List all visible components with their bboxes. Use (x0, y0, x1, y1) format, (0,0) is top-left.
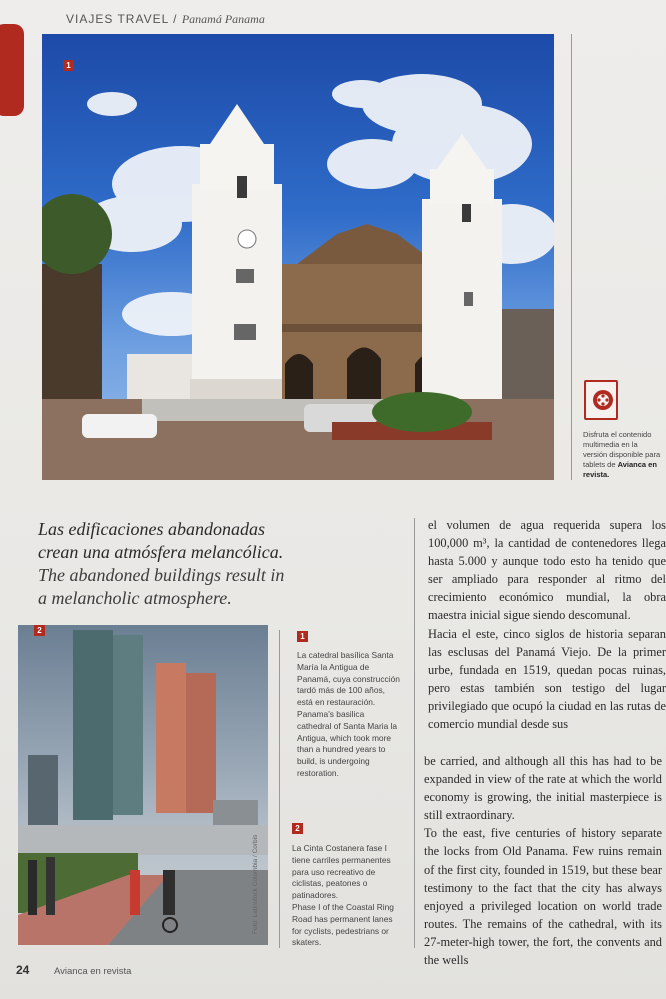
section-title: VIAJES TRAVEL / (66, 12, 182, 26)
caption-1-en: Panama's basilica cathedral of Santa Maria la Antigua, which took more than a hundred years to build, is undergoing restoration. (297, 708, 398, 778)
multimedia-icon (584, 380, 618, 420)
caption-2-es: La Cinta Costanera fase I tiene carriles permanentes para uso recreativo de ciclistas, peatones o patinadores. (292, 843, 391, 901)
magazine-name: Avianca en revista (54, 966, 132, 977)
section-subtitle: Panamá Panama (181, 12, 265, 26)
caption-1 (297, 650, 401, 780)
photo-marker-1: 1 (63, 60, 74, 71)
pull-quote-es-2: crean una atmósfera melancólica. (38, 542, 284, 562)
pull-quote (38, 518, 368, 610)
pull-quote-en-2: a melancholic atmosphere. (38, 588, 232, 608)
caption-rule (279, 630, 280, 948)
cathedral-photo (42, 34, 554, 480)
column-rule-right (414, 518, 415, 948)
caption-2 (292, 843, 396, 949)
caption-marker-2: 2 (292, 823, 303, 834)
body-text-spanish: el volumen de agua requerida supera los 100,000 m³, la cantidad de contenedores llega hasta 5.000 y aunque todo esto ha tenido que ser ampliado para responder al ritmo del crecimiento económico mundial, la obra maestra inicial sigue siendo descomunal. Hacia el este, cinco siglos de historia separan las esclusas del Panamá Viejo. De la primer urbe, fundada en 1519, quedan pocas ruinas, pero estas también son testigo del lugar privilegiado que ocupó la ciudad en las rutas de comercio mundial desde sus (428, 518, 666, 732)
caption-1-es: La catedral basílica Santa María la Antigua de Panamá, cuya construcción tardó más de 100 años, está en restauración. (297, 650, 400, 708)
caption-2-en: Phase I of the Coastal Ring Road has permanent lanes for cyclists, pedestrians or skaters. (292, 901, 394, 948)
body-text-english: be carried, and although all this has had to be expanded in view of the rate at which the world economy is growing, the initial masterpiece is still extraordinary. To the east, five centuries of history separate the locks from Old Panama. Few ruins remain of the first city, founded in 1519, but these bear testimony to the fact that the city has always enjoyed a privileged location on world trade routes. The remains of the cathedral, with its 27-meter-high tower, the fort, the convents and the wells (424, 754, 662, 968)
column-rule (571, 34, 572, 480)
page-number: 24 (16, 963, 30, 977)
multimedia-note (583, 430, 663, 480)
coastal-road-photo (18, 625, 268, 945)
caption-marker-1: 1 (297, 631, 308, 642)
multimedia-note-brand: Avianca en revista. (583, 460, 657, 479)
pull-quote-es-1: Las edificaciones abandonadas (38, 519, 265, 539)
multimedia-note-text: Disfruta el contenido multimedia en la versión disponible para tablets de (583, 430, 661, 469)
section-tab (0, 24, 24, 116)
page-header (66, 12, 265, 27)
photo-credit: Foto: Latinstock Colombia / Corbis (252, 834, 259, 934)
photo-marker-2: 2 (34, 625, 45, 636)
pull-quote-en-1: The abandoned buildings result in (38, 565, 285, 585)
